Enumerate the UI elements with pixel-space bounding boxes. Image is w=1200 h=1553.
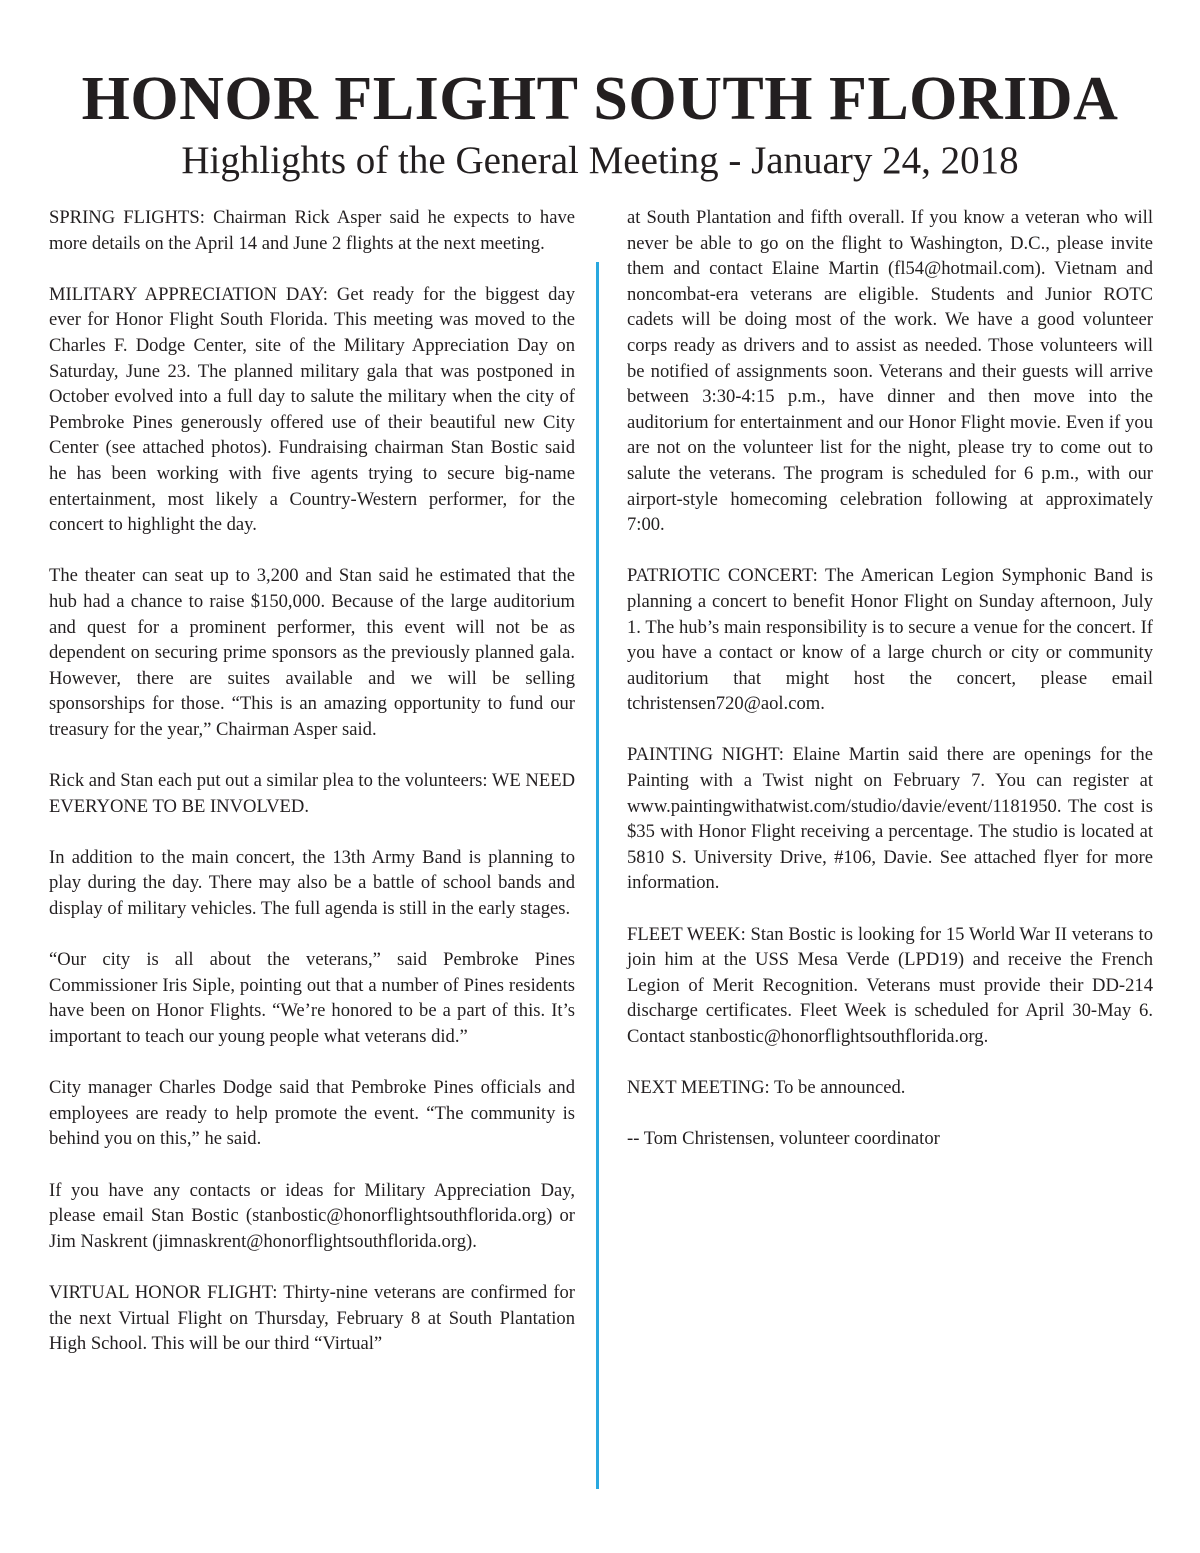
signature-line: -- Tom Christensen, volunteer coordinator	[627, 1128, 940, 1150]
paragraph-patriotic-concert: PATRIOTIC CONCERT: The American Legion Symphonic Band is planning a concert to benefit Honor Flight on Sunday afternoon, July 1. The hub’s main responsibility is to secure a venue for the concert. If you have a contact or know of a large church or city or community auditorium that might host the concert, please email tchristensen720@aol.com.	[627, 565, 1153, 715]
paragraph-contacts: If you have any contacts or ideas for Military Appreciation Day, please email Stan Bostic (stanbostic@honorflightsouthflorida.org) or Jim Naskrent (jimnaskrent@honorflightsouthflorida.org).	[49, 1179, 575, 1252]
page-title: HONOR FLIGHT SOUTH FLORIDA	[81, 65, 1119, 133]
paragraph-military-appreciation-day: MILITARY APPRECIATION DAY: Get ready for the biggest day ever for Honor Flight South Florida. This meeting was moved to the Charles F. Dodge Center, site of the Military Appreciation Day on Saturday, June 23. The planned military gala that was postponed in October evolved into a full day to salute the military when the city of Pembroke Pines generously offered use of their beautiful new City Center (see attached photos). Fundraising chairman Stan Bostic said he has been working with five agents trying to secure big-name entertainment, most likely a Country-Western performer, for the concert to highlight the day.	[49, 283, 575, 536]
page-subtitle: Highlights of the General Meeting - January 24, 2018	[181, 139, 1019, 182]
paragraph-volunteer-plea: Rick and Stan each put out a similar plea to the volunteers: WE NEED EVERYONE TO BE INVOLVED.	[49, 770, 575, 817]
left-column	[49, 205, 575, 1382]
paragraph-city-manager: City manager Charles Dodge said that Pembroke Pines officials and employees are ready to help promote the event. “The community is behind you on this,” he said.	[49, 1077, 575, 1150]
paragraph-painting-night: PAINTING NIGHT: Elaine Martin said there are openings for the Painting with a Twist night on February 7. You can register at www.paintingwithatwist.com/studio/davie/event/1181950. The cost is $35 with Honor Flight receiving a percentage. The studio is located at 5810 S. University Drive, #106, Davie. See attached flyer for more information.	[627, 744, 1153, 894]
paragraph-theater-capacity: The theater can seat up to 3,200 and Stan said he estimated that the hub had a chance to raise $150,000. Because of the large auditorium and quest for a prominent performer, this event will not be as dependent on securing prime sponsors as the previously planned gala. However, there are suites available and we will be selling sponsorships for those. “This is an amazing opportunity to fund our treasury for the year,” Chairman Asper said.	[49, 565, 575, 740]
column-divider	[596, 262, 599, 1489]
paragraph-virtual-flight-continued: at South Plantation and fifth overall. If you know a veteran who will never be able to go on the flight to Washington, D.C., please invite them and contact Elaine Martin (fl54@hotmail.com). Vietnam and noncombat-era veterans are eligible. Students and Junior ROTC cadets will be doing most of the work. We have a good volunteer corps ready as drivers and to assist as needed. Those volunteers will be notified of assignments soon. Veterans and their guests will arrive between 3:30-4:15 p.m., have dinner and then move into the auditorium for entertainment and our Honor Flight movie. Even if you are not on the volunteer list for the night, please try to come out to salute the veterans. The program is scheduled for 6 p.m., with our airport-style homecoming celebration following at approximately 7:00.	[627, 207, 1153, 536]
paragraph-fleet-week: FLEET WEEK: Stan Bostic is looking for 15 World War II veterans to join him at the USS Mesa Verde (LPD19) and receive the French Legion of Merit Recognition. Veterans must provide their DD-214 discharge certificates. Fleet Week is scheduled for April 30-May 6. Contact stanbostic@honorflightsouthflorida.org.	[627, 923, 1153, 1047]
paragraph-army-band: In addition to the main concert, the 13th Army Band is planning to play during the day. There may also be a battle of school bands and display of military vehicles. The full agenda is still in the early stages.	[49, 846, 575, 920]
paragraph-virtual-honor-flight: VIRTUAL HONOR FLIGHT: Thirty-nine veterans are confirmed for the next Virtual Flight on Thursday, February 8 at South Plantation High School. This will be our third “Virtual”	[49, 1281, 575, 1355]
paragraph-commissioner-quote: “Our city is all about the veterans,” said Pembroke Pines Commissioner Iris Siple, pointing out that a number of Pines residents have been on Honor Flights. “We’re honored to be a part of this. It’s important to teach our young people what veterans did.”	[49, 949, 575, 1047]
paragraph-next-meeting: NEXT MEETING: To be announced.	[627, 1077, 906, 1099]
right-column	[627, 205, 1153, 1178]
paragraph-spring-flights: SPRING FLIGHTS: Chairman Rick Asper said he expects to have more details on the April 14 and June 2 flights at the next meeting.	[49, 207, 575, 254]
